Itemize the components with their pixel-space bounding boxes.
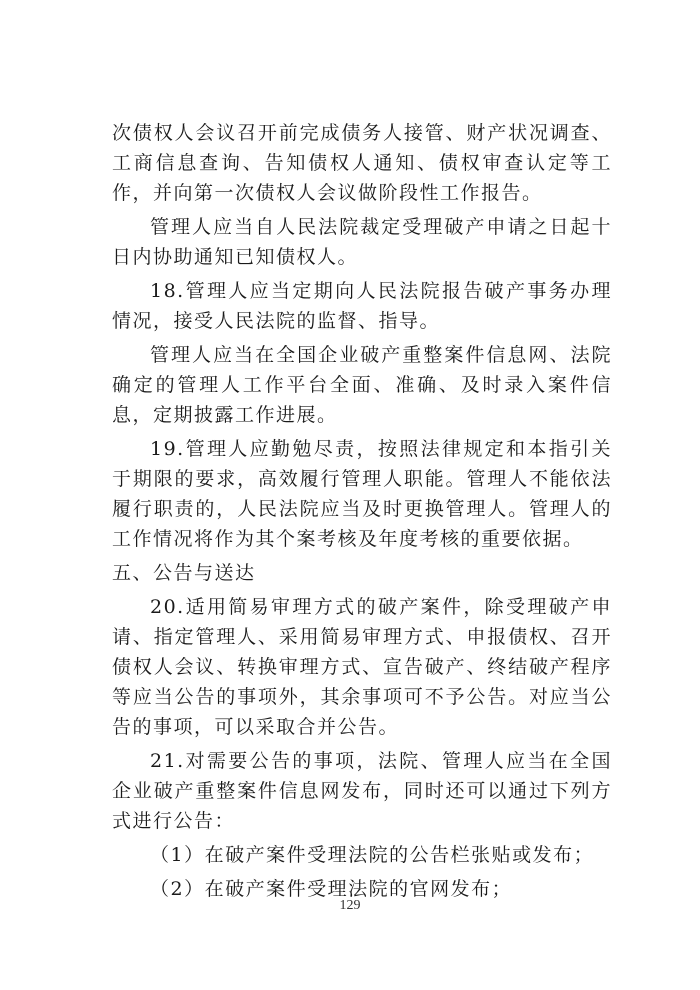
- list-item-1: （1）在破产案件受理法院的公告栏张贴或发布；: [150, 844, 595, 866]
- section-heading: 五、公告与送达: [112, 562, 256, 584]
- paragraph-article-21: 21.对需要公告的事项，法院、管理人应当在全国企业破产重整案件信息网发布，同时还可以通过下列方式进行公告：: [112, 750, 612, 832]
- paragraph-article-18: 18.管理人应当定期向人民法院报告破产事务办理情况，接受人民法院的监督、指导。: [112, 280, 612, 332]
- paragraph-continuation: 次债权人会议召开前完成债务人接管、财产状况调查、工商信息查询、告知债权人通知、债权审查认定等工作，并向第一次债权人会议做阶段性工作报告。: [112, 122, 612, 204]
- paragraph-article-20: 20.适用简易审理方式的破产案件，除受理破产申请、指定管理人、采用简易审理方式、申报债权、召开债权人会议、转换审理方式、宣告破产、终结破产程序等应当公告的事项外，其余事项可不予公告。对应当公告的事项，可以采取合并公告。: [112, 596, 612, 738]
- paragraph-case-info-entry: 管理人应当在全国企业破产重整案件信息网、法院确定的管理人工作平台全面、准确、及时录入案件信息，定期披露工作进展。: [112, 344, 612, 426]
- paragraph-article-19: 19.管理人应勤勉尽责，按照法律规定和本指引关于期限的要求，高效履行管理人职能。管理人不能依法履行职责的，人民法院应当及时更换管理人。管理人的工作情况将作为其个案考核及年度考核的重要依据。: [112, 438, 612, 550]
- page-body: [112, 118, 612, 908]
- page-number: 129: [339, 898, 361, 913]
- list-item-2: （2）在破产案件受理法院的官网发布；: [150, 878, 513, 900]
- paragraph-notify-creditors: 管理人应当自人民法院裁定受理破产申请之日起十日内协助通知已知债权人。: [112, 216, 612, 268]
